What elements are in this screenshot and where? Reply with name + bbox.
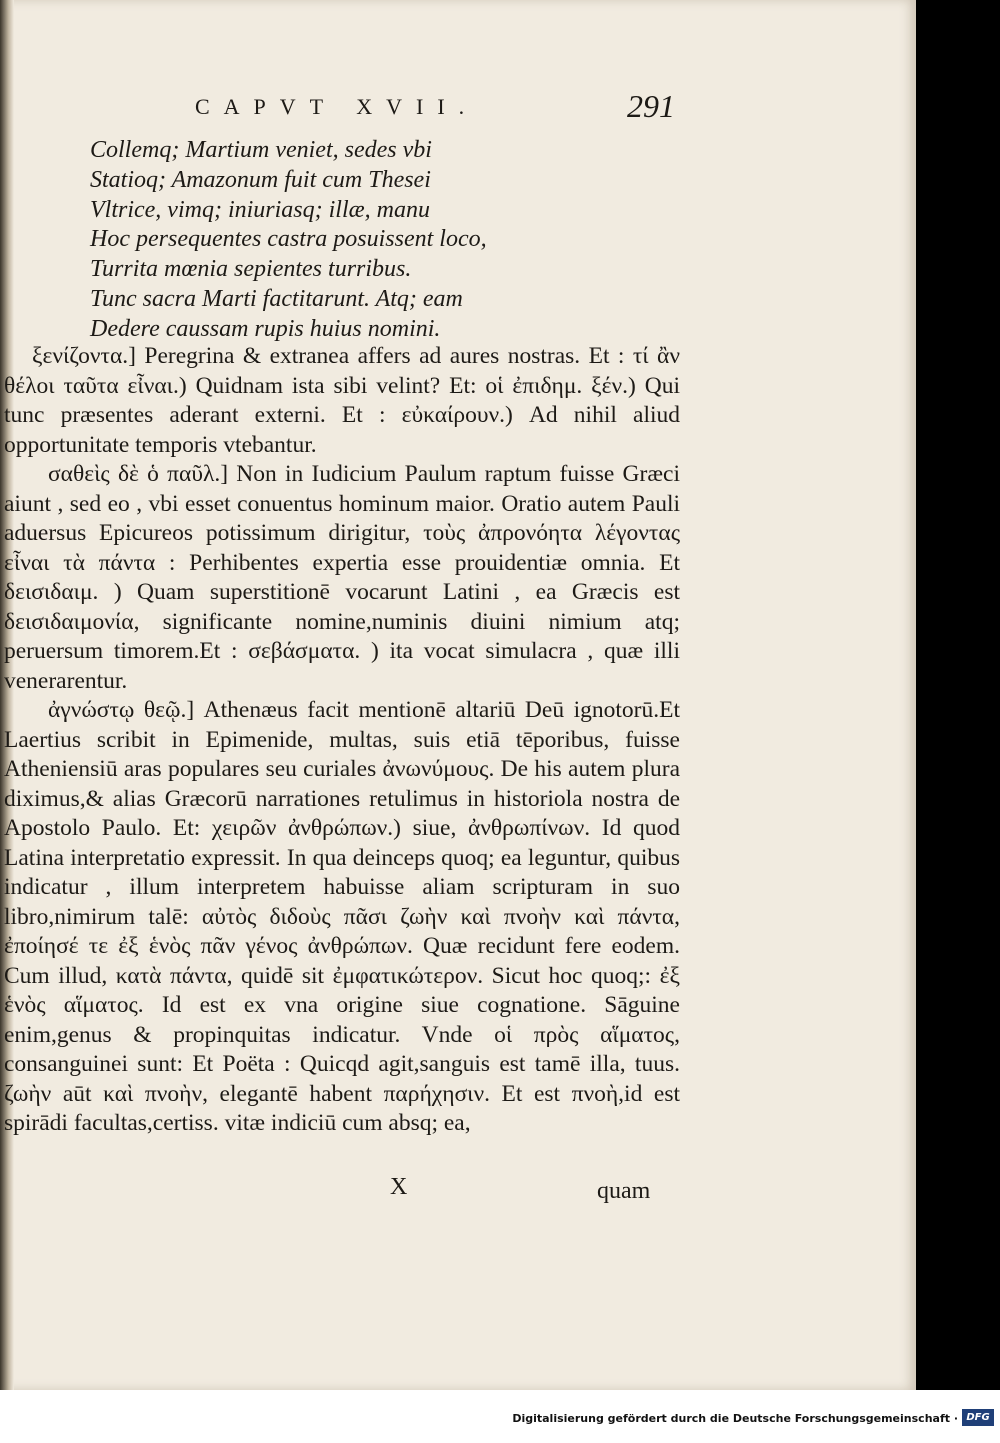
verse-line: Statioq; Amazonum fuit cum Thesei xyxy=(90,166,431,193)
verse-block xyxy=(90,136,850,345)
catchword: quam xyxy=(597,1178,651,1204)
verse-line: Hoc persequentes castra posuissent loco, xyxy=(90,226,487,253)
paragraph-statheis: σαθεὶς δὲ ὁ παῦλ.] Non in Iudicium Paulum raptum fuisse Græci aiunt , sed eo , vbi esset conuentus hominum maior. Oratio autem Pauli aduersus Epicureos potissimum dirigitur, τοὺς ἀπρονόητα λέγοντας εἶναι τὰ πάντα : Perhibentes expertia esse prouidentiæ omnia. Et δεισιδαιμ. ) Quam superstitionē vocarunt Latini , ea Græcis est δεισιδαιμονία, significante nomine,numinis diuini nimium atq; peruersum timorem.Et : σεβάσματα. ) ita vocat simulacra , quæ illi venerarentur. xyxy=(4,461,680,694)
page-number: 291 xyxy=(627,88,675,124)
paragraph-agnosto-theo: ἀγνώστῳ θεῷ.] Athenæus facit mentionē altariū Deū ignotorū.Et Laertius scribit in Epimenide, multas, suis etiā tēporibus, fuisse Atheniensiū aras populares seu curiales ἀνωνύμους. De his autem plura diximus,& alias Græcorū narrationes retulimus in historiola nostra de Apostolo Paulo. Et: χειρῶν ἀνθρώπων.) siue, ἀνθρωπίνων. Id quod Latina interpretatio expressit. In qua deinceps quoq; ea leguntur, quibus indicatur , illum interpretem habuisse aliam scripturam in suo libro,nimirum talē: αὐτὸς διδοὺς πᾶσι ζωὴν καὶ πνοὴν καὶ πάντα, ἐποίησέ τε ἐξ ἑνὸς πᾶν γένος ἀνθρώπων. Quæ recidunt fere eodem. Cum illud, κατὰ πάντα, quidē sit ἐμφατικώτερον. Sicut hoc quoq;: ἐξ ἑνὸς αἵματος. Id est ex vna origine siue cognatione. Sāguine enim,genus & propinquitas indicatur. Vnde οἱ πρὸς αἵματος, consanguinei sunt: Et Poëta : Quicqd agit,sanguis est tamē illa, tuus. ζωὴν aūt καὶ πνοὴν, elegantē habent παρήχησιν. Et est πνοὴ,id est spirādi facultas,certiss. vitæ indiciū cum absq; ea, xyxy=(4,697,680,1136)
page-footer xyxy=(0,1174,916,1208)
commentary-text xyxy=(4,342,680,1139)
paragraph-xenizonta: ξενίζοντα.] Peregrina & extranea affers ad aures nostras. Et : τί ἂν θέλοι ταῦτα εἶναι.) Quidnam ista sibi velint? Et: οἱ ἐπιδημ. ξέν.) Qui tunc præsentes aderant externi. Et : εὐκαίρουν.) Ad nihil aliud opportunitate temporis vtebantur. xyxy=(4,343,680,458)
verse-line: Dedere caussam rupis huius nomini. xyxy=(90,315,441,342)
signature-mark: X xyxy=(390,1174,408,1200)
page-header xyxy=(195,90,695,124)
verse-line: Turrita mœnia sepientes turribus. xyxy=(90,256,412,283)
credit-bar xyxy=(0,1390,1000,1443)
dfg-logo: DFG xyxy=(962,1409,994,1426)
verse-line: Tunc sacra Marti factitarunt. Atq; eam xyxy=(90,285,463,312)
funding-credit: Digitalisierung gefördert durch die Deutsche Forschungsgemeinschaft · xyxy=(512,1412,958,1425)
verse-line: Collemq; Martium veniet, sedes vbi xyxy=(90,137,432,163)
running-head: CAPVT XVII. xyxy=(195,94,479,119)
verse-line: Vltrice, vimq; iniuriasq; illæ, manu xyxy=(90,196,430,223)
